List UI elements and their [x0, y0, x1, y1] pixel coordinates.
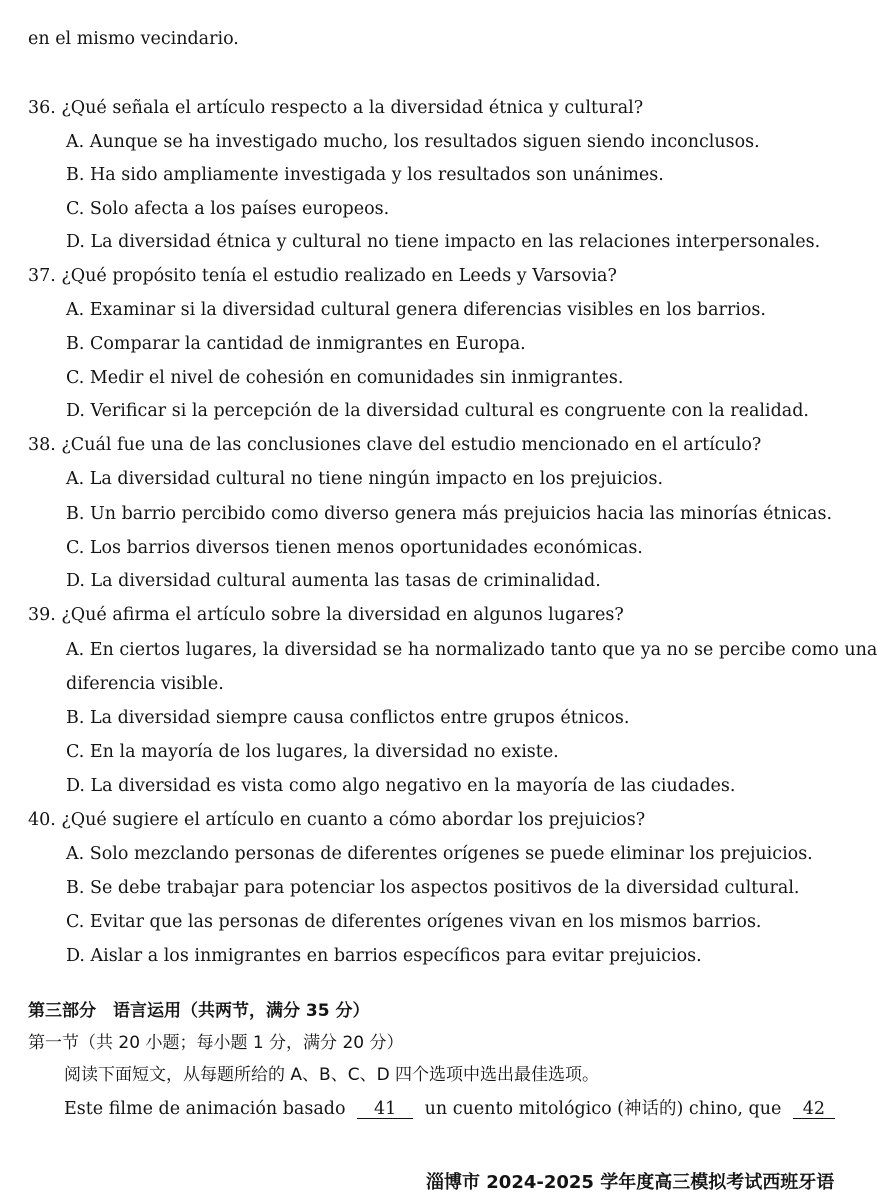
question-40	[28, 809, 645, 831]
option-37-c: C. Medir el nivel de cohesión en comunidades sin inmigrantes.	[66, 368, 624, 388]
option-38-b: B. Un barrio percibido como diverso genera más prejuicios hacia las minorías étnicas.	[66, 504, 833, 524]
passage-text: un cuento mitológico (神话的) chino, que	[424, 1099, 782, 1119]
option-40-c: C. Evitar que las personas de diferentes orígenes vivan en los mismos barrios.	[66, 912, 762, 932]
blank-42: 42	[793, 1100, 835, 1119]
option-39-a: A. En ciertos lugares, la diversidad se ha normalizado tanto que ya no se percibe como una	[66, 640, 877, 660]
question-37	[28, 265, 617, 287]
passage-text: Este filme de animación basado	[64, 1099, 346, 1119]
question-36	[28, 97, 643, 119]
question-38	[28, 434, 761, 456]
option-38-a: A. La diversidad cultural no tiene ningún impacto en los prejuicios.	[66, 469, 664, 489]
question-text: ¿Qué propósito tenía el estudio realizado en Leeds y Varsovia?	[61, 266, 617, 286]
question-number: 37.	[28, 266, 56, 286]
option-38-d: D. La diversidad cultural aumenta las tasas de criminalidad.	[66, 571, 601, 591]
option-39-c: C. En la mayoría de los lugares, la diversidad no existe.	[66, 742, 559, 762]
question-text: ¿Qué afirma el artículo sobre la diversidad en algunos lugares?	[61, 605, 624, 625]
blank-41: 41	[357, 1100, 413, 1119]
instruction: 阅读下面短文，从每题所给的 A、B、C、D 四个选项中选出最佳选项。	[64, 1065, 600, 1085]
option-39-d: D. La diversidad es vista como algo negativo en la mayoría de las ciudades.	[66, 776, 736, 796]
option-36-c: C. Solo afecta a los países europeos.	[66, 199, 390, 219]
option-38-c: C. Los barrios diversos tienen menos oportunidades económicas.	[66, 538, 643, 558]
question-text: ¿Qué señala el artículo respecto a la diversidad étnica y cultural?	[61, 98, 644, 118]
question-text: ¿Qué sugiere el artículo en cuanto a cómo abordar los prejuicios?	[61, 810, 646, 830]
question-number: 36.	[28, 98, 56, 118]
option-37-a: A. Examinar si la diversidad cultural genera diferencias visibles en los barrios.	[66, 300, 766, 320]
option-40-a: A. Solo mezclando personas de diferentes orígenes se puede eliminar los prejuicios.	[66, 844, 813, 864]
previous-passage-end: en el mismo vecindario.	[28, 29, 239, 49]
cloze-passage-line	[64, 1098, 835, 1120]
question-number: 39.	[28, 605, 56, 625]
question-39	[28, 604, 624, 626]
section1-heading: 第一节（共 20 小题；每小题 1 分，满分 20 分）	[28, 1033, 404, 1053]
page-footer: 淄博市 2024-2025 学年度高三模拟考试西班牙语	[426, 1172, 835, 1193]
option-37-d: D. Verificar si la percepción de la diversidad cultural es congruente con la realidad.	[66, 401, 809, 421]
question-number: 40.	[28, 810, 56, 830]
option-36-a: A. Aunque se ha investigado mucho, los resultados siguen siendo inconclusos.	[66, 132, 760, 152]
option-36-d: D. La diversidad étnica y cultural no tiene impacto en las relaciones interpersonales.	[66, 232, 821, 252]
question-number: 38.	[28, 435, 56, 455]
option-39-a-continued: diferencia visible.	[66, 674, 224, 694]
option-37-b: B. Comparar la cantidad de inmigrantes en Europa.	[66, 334, 526, 354]
question-text: ¿Cuál fue una de las conclusiones clave del estudio mencionado en el artículo?	[61, 435, 762, 455]
option-39-b: B. La diversidad siempre causa conflictos entre grupos étnicos.	[66, 708, 630, 728]
part3-heading: 第三部分 语言运用（共两节，满分 35 分）	[28, 1001, 370, 1021]
option-40-d: D. Aislar a los inmigrantes en barrios específicos para evitar prejuicios.	[66, 946, 702, 966]
option-36-b: B. Ha sido ampliamente investigada y los resultados son unánimes.	[66, 165, 664, 185]
option-40-b: B. Se debe trabajar para potenciar los aspectos positivos de la diversidad cultural.	[66, 878, 800, 898]
